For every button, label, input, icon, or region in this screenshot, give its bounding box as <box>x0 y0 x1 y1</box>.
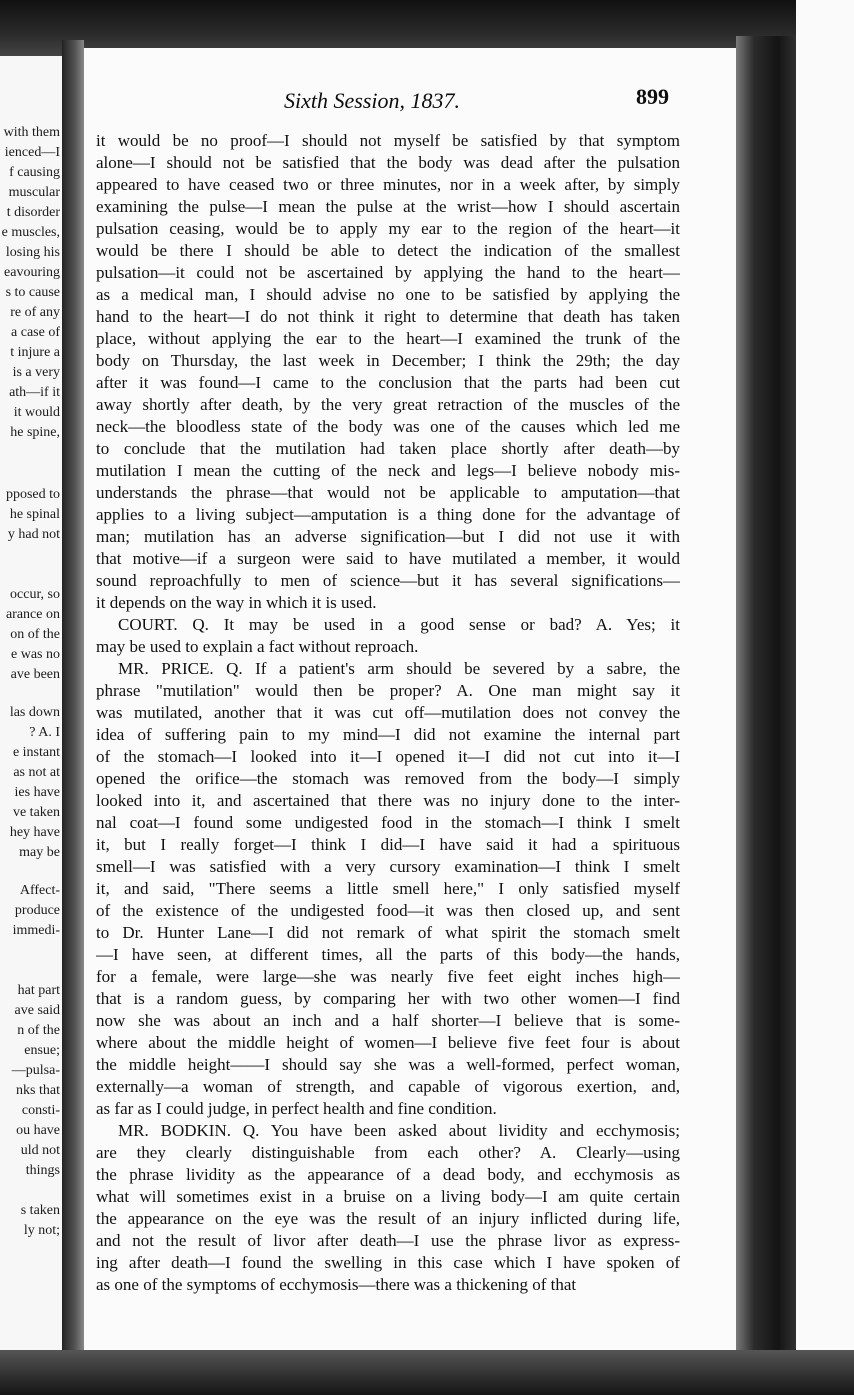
text-line: now she was about an inch and a half shorter—I believe that is some- <box>96 1011 680 1030</box>
left-page-line: e muscles, <box>1 225 60 240</box>
left-page-line: ies have <box>14 785 60 800</box>
text-line: ing after death—I found the swelling in this case which I have spoken of <box>96 1253 680 1272</box>
text-line: that motive—if a surgeon were said to have mutilated a member, it would <box>96 549 680 568</box>
left-page-line: muscular <box>8 185 60 200</box>
book-edge-binding <box>736 36 796 1366</box>
left-page-line: ensue; <box>24 1043 60 1058</box>
left-page-line: nks that <box>16 1083 60 1098</box>
text-line: it, but I really forget—I think I did—I have said it had a spirituous <box>96 835 680 854</box>
text-line: place, without applying the ear to the heart—I examined the trunk of the <box>96 329 680 348</box>
text-line: and not the result of livor after death—I use the phrase livor as express- <box>96 1231 680 1250</box>
text-line: the phrase lividity as the appearance of a dead body, and ecchymosis as <box>96 1165 680 1184</box>
left-page-line: e instant <box>12 745 60 760</box>
text-line: COURT. Q. It may be used in a good sense or bad? A. Yes; it <box>118 615 680 634</box>
left-page-line: s taken <box>20 1203 60 1218</box>
page-number: 899 <box>636 84 669 109</box>
left-page-line: ou have <box>16 1123 60 1138</box>
text-line: smell—I was satisfied with a very cursory examination—I think I smelt <box>96 857 680 876</box>
left-page-line: a case of <box>11 325 60 340</box>
text-line: alone—I should not be satisfied that the body was dead after the pulsation <box>96 153 680 172</box>
text-line: sound reproachfully to men of science—but it has several significations— <box>96 571 680 590</box>
left-page-line: hey have <box>9 825 60 840</box>
left-page-line: things <box>25 1163 60 1178</box>
left-page-line: occur, so <box>10 587 60 602</box>
left-page-line: immedi- <box>12 923 60 938</box>
text-line: away shortly after death, by the very great retraction of the muscles of the <box>96 395 680 414</box>
text-line: may be used to explain a fact without reproach. <box>96 637 419 656</box>
book-gutter <box>62 40 84 1360</box>
text-line: nal coat—I found some undigested food in the stomach—I think I smelt <box>96 813 680 832</box>
page-body-text <box>96 130 680 1296</box>
text-line: would be there I should be able to detect the indication of the smallest <box>96 241 680 260</box>
text-line: body on Thursday, the last week in December; I think the 29th; the day <box>96 351 680 370</box>
left-page-line: produce <box>14 903 60 918</box>
left-page-line: consti- <box>21 1103 60 1118</box>
text-line: examining the pulse—I mean the pulse at the wrist—how I should ascertain <box>96 197 680 216</box>
text-line: pulsation—it could not be ascertained by applying the hand to the heart— <box>96 263 680 282</box>
text-line: applies to a living subject—amputation is a thing done for the advantage of <box>96 505 680 524</box>
text-line: as one of the symptoms of ecchymosis—there was a thickening of that <box>96 1275 577 1294</box>
left-page-line: arance on <box>5 607 60 622</box>
text-line: opened the orifice—the stomach was removed from the body—I simply <box>96 769 680 788</box>
left-page-line: eavouring <box>4 265 60 280</box>
scan-bottom-shadow <box>0 1350 854 1395</box>
text-line: of the stomach—I looked into it—I opened it—I did not cut into it—I <box>96 747 680 766</box>
text-line: where about the middle height of women—I believe five feet four is about <box>96 1033 680 1052</box>
text-line: appeared to have ceased two or three minutes, nor in a week after, by simply <box>96 175 680 194</box>
left-page-line: ve taken <box>12 805 60 820</box>
left-page-line: pposed to <box>5 487 60 502</box>
left-page-line: ienced—I <box>4 145 60 160</box>
left-page-line: —pulsa- <box>11 1063 60 1078</box>
text-line: MR. BODKIN. Q. You have been asked about lividity and ecchymosis; <box>118 1121 680 1140</box>
left-page-line: f causing <box>9 165 60 180</box>
left-page-line: ath—if it <box>9 385 60 400</box>
text-line: pulsation ceasing, would be to apply my ear to the region of the heart—it <box>96 219 680 238</box>
left-page-line: uld not <box>20 1143 60 1158</box>
text-line: understands the phrase—that would not be applicable to amputation—that <box>96 483 680 502</box>
text-line: it would be no proof—I should not myself be satisfied by that symptom <box>96 131 680 150</box>
text-line: as far as I could judge, in perfect health and fine condition. <box>96 1099 497 1118</box>
text-line: what will sometimes exist in a bruise on a living body—I am quite certain <box>96 1187 680 1206</box>
text-line: as a medical man, I should advise no one to be satisfied by applying the <box>96 285 680 304</box>
text-line: it, and said, "There seems a little smell here," I only satisfied myself <box>96 879 680 898</box>
text-line: that is a random guess, by comparing her with two other women—I find <box>96 989 680 1008</box>
text-line: neck—the bloodless state of the body was one of the causes which led me <box>96 417 680 436</box>
left-page-fragment <box>0 56 62 1350</box>
left-page-line: he spinal <box>9 507 60 522</box>
left-page-line: losing his <box>5 245 60 260</box>
scan-right-margin <box>796 0 854 1395</box>
text-line: hand to the heart—I do not think it right to determine that death has taken <box>96 307 680 326</box>
left-page-line: ly not; <box>23 1223 60 1238</box>
left-page-line: t injure a <box>10 345 60 360</box>
left-page-line: is a very <box>12 365 60 380</box>
page-899 <box>84 48 736 1350</box>
text-line: to conclude that the mutilation had taken place shortly after death—by <box>96 439 680 458</box>
text-line: looked into it, and ascertained that there was no injury done to the inter- <box>96 791 680 810</box>
text-line: externally—a woman of strength, and capable of vigorous exertion, and, <box>96 1077 680 1096</box>
running-title: Sixth Session, 1837. <box>284 88 460 113</box>
left-page-line: t disorder <box>6 205 60 220</box>
left-page-line: y had not <box>7 527 60 542</box>
text-line: of the existence of the undigested food—it was then closed up, and sent <box>96 901 680 920</box>
left-page-line: re of any <box>10 305 60 320</box>
text-line: for a female, were large—she was nearly five feet eight inches high— <box>96 967 680 986</box>
left-page-line: hat part <box>17 983 60 998</box>
left-page-line: s to cause <box>5 285 60 300</box>
left-page-line: on of the <box>10 627 60 642</box>
left-page-line: ave said <box>14 1003 60 1018</box>
text-line: to Dr. Hunter Lane—I did not remark of what spirit the stomach smelt <box>96 923 680 942</box>
left-page-line: as not at <box>13 765 60 780</box>
text-line: —I have seen, at different times, all the parts of this body—the hands, <box>96 945 680 964</box>
left-page-line: he spine, <box>10 425 60 440</box>
left-page-line: may be <box>19 845 60 860</box>
text-line: man; mutilation has an adverse signification—but I did not use it with <box>96 527 680 546</box>
text-line: was mutilated, another that it was cut off—mutilation does not convey the <box>96 703 680 722</box>
text-line: the appearance on the eye was the result of an injury inflicted during life, <box>96 1209 680 1228</box>
text-line: are they clearly distinguishable from each other? A. Clearly—using <box>96 1143 680 1162</box>
text-line: the middle height——I should say she was a well-formed, perfect woman, <box>96 1055 680 1074</box>
left-page-line: with them <box>3 125 60 140</box>
left-page-line: Affect- <box>19 883 60 898</box>
left-page-line: n of the <box>17 1023 60 1038</box>
left-page-line: e was no <box>11 647 60 662</box>
text-line: phrase "mutilation" would then be proper? A. One man might say it <box>96 681 680 700</box>
left-page-line: it would <box>13 405 60 420</box>
text-line: it depends on the way in which it is used. <box>96 593 377 612</box>
text-line: after it was found—I came to the conclusion that the parts had been cut <box>96 373 680 392</box>
left-page-line: ave been <box>10 667 60 682</box>
left-page-line: las down <box>9 705 60 720</box>
text-line: mutilation I mean the cutting of the neck and legs—I believe nobody mis- <box>96 461 680 480</box>
left-page-line: ? A. I <box>29 725 60 740</box>
text-line: MR. PRICE. Q. If a patient's arm should be severed by a sabre, the <box>118 659 680 678</box>
text-line: idea of suffering pain to my mind—I did not examine the internal part <box>96 725 680 744</box>
